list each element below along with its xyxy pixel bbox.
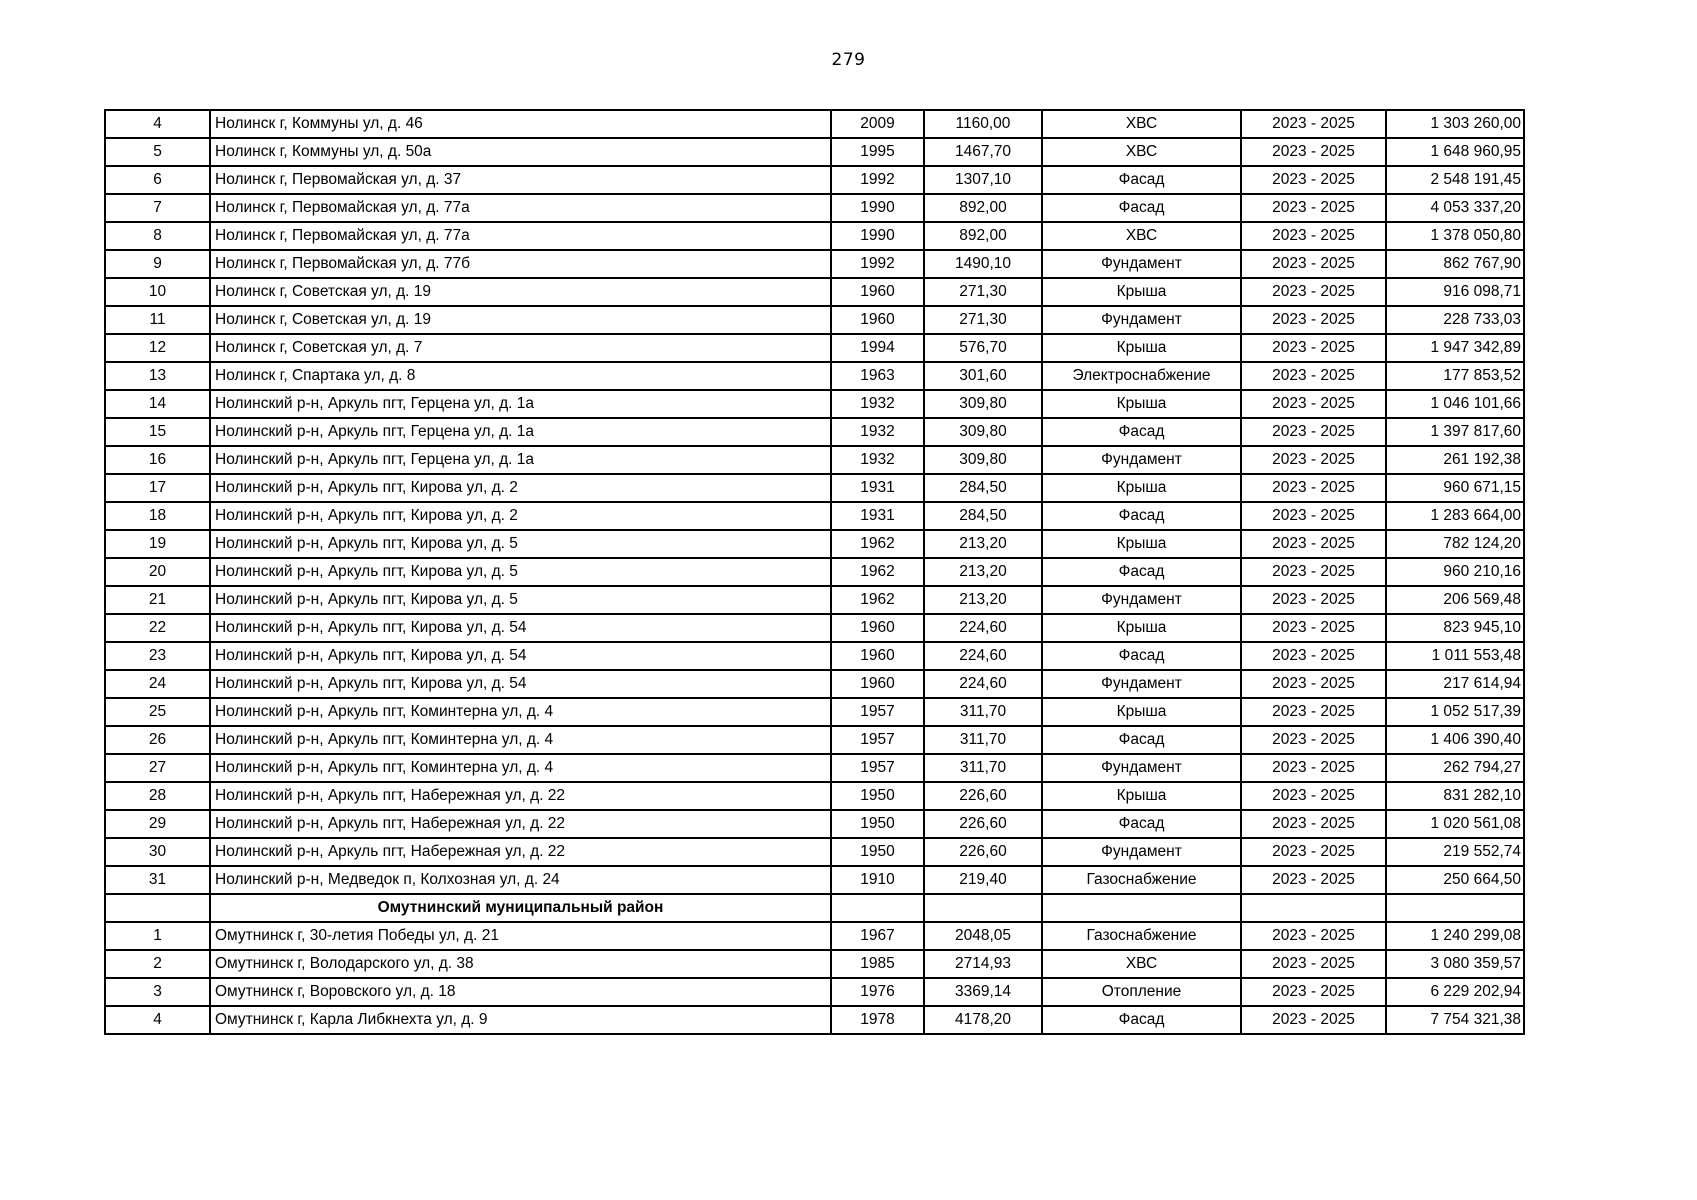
cell-year: 1960 (831, 614, 924, 642)
cell-work-type: Газоснабжение (1042, 866, 1241, 894)
cell-period: 2023 - 2025 (1241, 558, 1386, 586)
cell-area: 284,50 (924, 502, 1042, 530)
cell-period: 2023 - 2025 (1241, 614, 1386, 642)
section-title: Омутнинский муниципальный район (210, 894, 831, 922)
cell-year: 1931 (831, 502, 924, 530)
cell-number: 8 (105, 222, 210, 250)
cell-number: 29 (105, 810, 210, 838)
cell-year: 1950 (831, 810, 924, 838)
cell-cost: 219 552,74 (1386, 838, 1524, 866)
cell-period: 2023 - 2025 (1241, 502, 1386, 530)
cell-area: 576,70 (924, 334, 1042, 362)
cell-cost: 261 192,38 (1386, 446, 1524, 474)
table-row (105, 502, 1524, 530)
cell-number: 3 (105, 978, 210, 1006)
cell-work-type: Крыша (1042, 782, 1241, 810)
cell-period: 2023 - 2025 (1241, 950, 1386, 978)
empty-cell (1042, 894, 1241, 922)
cell-cost: 1 020 561,08 (1386, 810, 1524, 838)
cell-year: 1963 (831, 362, 924, 390)
cell-work-type: Фундамент (1042, 670, 1241, 698)
cell-area: 3369,14 (924, 978, 1042, 1006)
cell-period: 2023 - 2025 (1241, 586, 1386, 614)
empty-cell (924, 894, 1042, 922)
cell-area: 311,70 (924, 754, 1042, 782)
table-row (105, 586, 1524, 614)
table-row (105, 614, 1524, 642)
cell-year: 1995 (831, 138, 924, 166)
cell-period: 2023 - 2025 (1241, 838, 1386, 866)
cell-address: Нолинск г, Первомайская ул, д. 37 (210, 166, 831, 194)
cell-cost: 916 098,71 (1386, 278, 1524, 306)
table-row (105, 642, 1524, 670)
cell-address: Нолинский р-н, Аркуль пгт, Кирова ул, д. 2 (210, 502, 831, 530)
cell-address: Нолинский р-н, Аркуль пгт, Набережная ул, д. 22 (210, 782, 831, 810)
cell-address: Нолинский р-н, Аркуль пгт, Кирова ул, д. 54 (210, 614, 831, 642)
cell-number: 4 (105, 110, 210, 138)
cell-area: 892,00 (924, 194, 1042, 222)
cell-area: 2048,05 (924, 922, 1042, 950)
table-row (105, 222, 1524, 250)
cell-year: 1962 (831, 558, 924, 586)
table-row (105, 698, 1524, 726)
empty-cell (831, 894, 924, 922)
cell-address: Омутнинск г, Карла Либкнехта ул, д. 9 (210, 1006, 831, 1034)
cell-work-type: Фасад (1042, 642, 1241, 670)
cell-period: 2023 - 2025 (1241, 642, 1386, 670)
cell-period: 2023 - 2025 (1241, 726, 1386, 754)
cell-year: 1992 (831, 250, 924, 278)
cell-number: 23 (105, 642, 210, 670)
cell-work-type: Фасад (1042, 502, 1241, 530)
table-row (105, 1006, 1524, 1034)
cell-cost: 1 011 553,48 (1386, 642, 1524, 670)
cell-period: 2023 - 2025 (1241, 390, 1386, 418)
cell-number: 1 (105, 922, 210, 950)
cell-address: Нолинский р-н, Аркуль пгт, Кирова ул, д. 54 (210, 642, 831, 670)
cell-year: 1957 (831, 698, 924, 726)
cell-area: 213,20 (924, 586, 1042, 614)
table-row (105, 810, 1524, 838)
cell-area: 224,60 (924, 670, 1042, 698)
table-row (105, 558, 1524, 586)
cell-period: 2023 - 2025 (1241, 362, 1386, 390)
cell-address: Нолинск г, Советская ул, д. 19 (210, 278, 831, 306)
cell-work-type: Фасад (1042, 194, 1241, 222)
cell-cost: 4 053 337,20 (1386, 194, 1524, 222)
cell-area: 271,30 (924, 306, 1042, 334)
cell-address: Нолинск г, Коммуны ул, д. 46 (210, 110, 831, 138)
cell-period: 2023 - 2025 (1241, 474, 1386, 502)
cell-number: 16 (105, 446, 210, 474)
cell-number: 9 (105, 250, 210, 278)
cell-number: 25 (105, 698, 210, 726)
cell-year: 1950 (831, 782, 924, 810)
cell-work-type: Крыша (1042, 278, 1241, 306)
cell-work-type: Фасад (1042, 418, 1241, 446)
cell-number: 11 (105, 306, 210, 334)
cell-period: 2023 - 2025 (1241, 194, 1386, 222)
cell-address: Нолинский р-н, Аркуль пгт, Кирова ул, д. 5 (210, 530, 831, 558)
table-row (105, 782, 1524, 810)
cell-year: 1932 (831, 390, 924, 418)
cell-cost: 2 548 191,45 (1386, 166, 1524, 194)
table-row (105, 138, 1524, 166)
cell-address: Нолинск г, Коммуны ул, д. 50а (210, 138, 831, 166)
cell-work-type: Крыша (1042, 614, 1241, 642)
cell-year: 1990 (831, 222, 924, 250)
cell-area: 213,20 (924, 530, 1042, 558)
cell-period: 2023 - 2025 (1241, 418, 1386, 446)
cell-area: 1490,10 (924, 250, 1042, 278)
cell-number: 13 (105, 362, 210, 390)
table-row (105, 446, 1524, 474)
cell-number: 7 (105, 194, 210, 222)
table-row (105, 418, 1524, 446)
table-row (105, 670, 1524, 698)
cell-number (105, 894, 210, 922)
cell-cost: 1 052 517,39 (1386, 698, 1524, 726)
cell-work-type: Фасад (1042, 166, 1241, 194)
cell-address: Нолинский р-н, Аркуль пгт, Кирова ул, д. 5 (210, 586, 831, 614)
cell-area: 309,80 (924, 446, 1042, 474)
cell-number: 26 (105, 726, 210, 754)
cell-area: 311,70 (924, 698, 1042, 726)
cell-cost: 960 671,15 (1386, 474, 1524, 502)
cell-number: 17 (105, 474, 210, 502)
table-row (105, 390, 1524, 418)
cell-cost: 228 733,03 (1386, 306, 1524, 334)
cell-work-type: Фасад (1042, 810, 1241, 838)
cell-period: 2023 - 2025 (1241, 166, 1386, 194)
table-row (105, 866, 1524, 894)
table-row (105, 978, 1524, 1006)
empty-cell (1241, 894, 1386, 922)
cell-address: Нолинский р-н, Аркуль пгт, Коминтерна ул, д. 4 (210, 698, 831, 726)
table-row (105, 362, 1524, 390)
cell-cost: 6 229 202,94 (1386, 978, 1524, 1006)
cell-area: 284,50 (924, 474, 1042, 502)
cell-address: Нолинский р-н, Аркуль пгт, Герцена ул, д. 1а (210, 446, 831, 474)
cell-year: 1962 (831, 586, 924, 614)
cell-cost: 1 397 817,60 (1386, 418, 1524, 446)
cell-number: 18 (105, 502, 210, 530)
cell-address: Нолинский р-н, Аркуль пгт, Герцена ул, д. 1а (210, 418, 831, 446)
cell-period: 2023 - 2025 (1241, 754, 1386, 782)
cell-year: 1985 (831, 950, 924, 978)
cell-cost: 1 648 960,95 (1386, 138, 1524, 166)
cell-work-type: Фундамент (1042, 838, 1241, 866)
cell-work-type: Фундамент (1042, 306, 1241, 334)
table-row (105, 838, 1524, 866)
cell-work-type: Фундамент (1042, 250, 1241, 278)
table-body (105, 110, 1524, 1034)
cell-period: 2023 - 2025 (1241, 334, 1386, 362)
cell-address: Нолинский р-н, Аркуль пгт, Набережная ул, д. 22 (210, 810, 831, 838)
cell-work-type: Фасад (1042, 1006, 1241, 1034)
cell-work-type: ХВС (1042, 138, 1241, 166)
cell-period: 2023 - 2025 (1241, 782, 1386, 810)
cell-cost: 217 614,94 (1386, 670, 1524, 698)
cell-number: 30 (105, 838, 210, 866)
cell-cost: 862 767,90 (1386, 250, 1524, 278)
cell-cost: 262 794,27 (1386, 754, 1524, 782)
cell-area: 224,60 (924, 614, 1042, 642)
cell-cost: 1 046 101,66 (1386, 390, 1524, 418)
cell-cost: 823 945,10 (1386, 614, 1524, 642)
cell-work-type: Фасад (1042, 558, 1241, 586)
cell-year: 1992 (831, 166, 924, 194)
cell-area: 224,60 (924, 642, 1042, 670)
table-row (105, 334, 1524, 362)
cell-period: 2023 - 2025 (1241, 446, 1386, 474)
cell-cost: 3 080 359,57 (1386, 950, 1524, 978)
cell-address: Нолинский р-н, Медведок п, Колхозная ул, д. 24 (210, 866, 831, 894)
cell-number: 15 (105, 418, 210, 446)
cell-area: 226,60 (924, 838, 1042, 866)
cell-work-type: ХВС (1042, 222, 1241, 250)
table-row (105, 530, 1524, 558)
cell-area: 311,70 (924, 726, 1042, 754)
cell-year: 1990 (831, 194, 924, 222)
cell-area: 309,80 (924, 418, 1042, 446)
cell-work-type: Электроснабжение (1042, 362, 1241, 390)
cell-cost: 1 378 050,80 (1386, 222, 1524, 250)
cell-number: 14 (105, 390, 210, 418)
cell-number: 24 (105, 670, 210, 698)
cell-number: 4 (105, 1006, 210, 1034)
table-row (105, 250, 1524, 278)
cell-address: Нолинский р-н, Аркуль пгт, Коминтерна ул, д. 4 (210, 754, 831, 782)
cell-year: 1960 (831, 306, 924, 334)
cell-area: 1307,10 (924, 166, 1042, 194)
section-header-row (105, 894, 1524, 922)
cell-cost: 1 283 664,00 (1386, 502, 1524, 530)
cell-number: 12 (105, 334, 210, 362)
cell-work-type: Крыша (1042, 698, 1241, 726)
cell-address: Омутнинск г, Воровского ул, д. 18 (210, 978, 831, 1006)
table-row (105, 474, 1524, 502)
cell-cost: 960 210,16 (1386, 558, 1524, 586)
cell-address: Омутнинск г, 30-летия Победы ул, д. 21 (210, 922, 831, 950)
cell-period: 2023 - 2025 (1241, 110, 1386, 138)
cell-year: 1962 (831, 530, 924, 558)
cell-period: 2023 - 2025 (1241, 222, 1386, 250)
cell-work-type: Фундамент (1042, 446, 1241, 474)
cell-period: 2023 - 2025 (1241, 530, 1386, 558)
table-row (105, 950, 1524, 978)
cell-address: Нолинск г, Первомайская ул, д. 77а (210, 222, 831, 250)
cell-year: 1967 (831, 922, 924, 950)
cell-area: 226,60 (924, 782, 1042, 810)
cell-year: 1960 (831, 642, 924, 670)
cell-year: 1932 (831, 418, 924, 446)
cell-work-type: Отопление (1042, 978, 1241, 1006)
cell-area: 226,60 (924, 810, 1042, 838)
cell-period: 2023 - 2025 (1241, 866, 1386, 894)
cell-number: 6 (105, 166, 210, 194)
cell-period: 2023 - 2025 (1241, 670, 1386, 698)
cell-work-type: Фундамент (1042, 754, 1241, 782)
cell-cost: 7 754 321,38 (1386, 1006, 1524, 1034)
cell-work-type: ХВС (1042, 950, 1241, 978)
cell-work-type: Фундамент (1042, 586, 1241, 614)
table-row (105, 922, 1524, 950)
cell-area: 1467,70 (924, 138, 1042, 166)
cell-area: 213,20 (924, 558, 1042, 586)
cell-number: 20 (105, 558, 210, 586)
table-row (105, 166, 1524, 194)
cell-area: 219,40 (924, 866, 1042, 894)
cell-cost: 250 664,50 (1386, 866, 1524, 894)
cell-period: 2023 - 2025 (1241, 306, 1386, 334)
cell-work-type: Газоснабжение (1042, 922, 1241, 950)
cell-number: 22 (105, 614, 210, 642)
cell-year: 1957 (831, 726, 924, 754)
cell-address: Нолинск г, Первомайская ул, д. 77а (210, 194, 831, 222)
cell-year: 1931 (831, 474, 924, 502)
cell-address: Омутнинск г, Володарского ул, д. 38 (210, 950, 831, 978)
cell-area: 2714,93 (924, 950, 1042, 978)
cell-number: 31 (105, 866, 210, 894)
cell-work-type: Крыша (1042, 334, 1241, 362)
cell-address: Нолинский р-н, Аркуль пгт, Коминтерна ул, д. 4 (210, 726, 831, 754)
cell-year: 1957 (831, 754, 924, 782)
repair-schedule-table (104, 109, 1525, 1035)
cell-year: 1910 (831, 866, 924, 894)
cell-year: 1950 (831, 838, 924, 866)
cell-year: 1960 (831, 670, 924, 698)
cell-address: Нолинский р-н, Аркуль пгт, Кирова ул, д. 54 (210, 670, 831, 698)
cell-year: 1994 (831, 334, 924, 362)
cell-address: Нолинский р-н, Аркуль пгт, Кирова ул, д. 2 (210, 474, 831, 502)
cell-number: 10 (105, 278, 210, 306)
cell-year: 1978 (831, 1006, 924, 1034)
empty-cell (1386, 894, 1524, 922)
table-row (105, 278, 1524, 306)
cell-address: Нолинский р-н, Аркуль пгт, Набережная ул, д. 22 (210, 838, 831, 866)
cell-period: 2023 - 2025 (1241, 698, 1386, 726)
cell-cost: 782 124,20 (1386, 530, 1524, 558)
cell-period: 2023 - 2025 (1241, 250, 1386, 278)
cell-number: 5 (105, 138, 210, 166)
cell-address: Нолинский р-н, Аркуль пгт, Герцена ул, д. 1а (210, 390, 831, 418)
cell-area: 309,80 (924, 390, 1042, 418)
cell-period: 2023 - 2025 (1241, 1006, 1386, 1034)
cell-number: 2 (105, 950, 210, 978)
cell-year: 2009 (831, 110, 924, 138)
table-row (105, 306, 1524, 334)
cell-number: 21 (105, 586, 210, 614)
cell-work-type: Крыша (1042, 390, 1241, 418)
cell-period: 2023 - 2025 (1241, 978, 1386, 1006)
cell-work-type: ХВС (1042, 110, 1241, 138)
table-row (105, 110, 1524, 138)
cell-cost: 1 947 342,89 (1386, 334, 1524, 362)
cell-address: Нолинск г, Спартака ул, д. 8 (210, 362, 831, 390)
cell-year: 1932 (831, 446, 924, 474)
cell-area: 4178,20 (924, 1006, 1042, 1034)
cell-address: Нолинский р-н, Аркуль пгт, Кирова ул, д. 5 (210, 558, 831, 586)
cell-address: Нолинск г, Первомайская ул, д. 77б (210, 250, 831, 278)
cell-period: 2023 - 2025 (1241, 922, 1386, 950)
cell-period: 2023 - 2025 (1241, 278, 1386, 306)
cell-work-type: Крыша (1042, 530, 1241, 558)
cell-cost: 1 240 299,08 (1386, 922, 1524, 950)
cell-cost: 1 303 260,00 (1386, 110, 1524, 138)
cell-number: 27 (105, 754, 210, 782)
cell-number: 19 (105, 530, 210, 558)
cell-area: 271,30 (924, 278, 1042, 306)
cell-number: 28 (105, 782, 210, 810)
cell-address: Нолинск г, Советская ул, д. 7 (210, 334, 831, 362)
cell-area: 892,00 (924, 222, 1042, 250)
cell-year: 1960 (831, 278, 924, 306)
cell-period: 2023 - 2025 (1241, 138, 1386, 166)
table-row (105, 726, 1524, 754)
cell-address: Нолинск г, Советская ул, д. 19 (210, 306, 831, 334)
cell-work-type: Крыша (1042, 474, 1241, 502)
table-row (105, 754, 1524, 782)
cell-cost: 831 282,10 (1386, 782, 1524, 810)
cell-work-type: Фасад (1042, 726, 1241, 754)
table-row (105, 194, 1524, 222)
cell-cost: 177 853,52 (1386, 362, 1524, 390)
cell-area: 301,60 (924, 362, 1042, 390)
cell-cost: 1 406 390,40 (1386, 726, 1524, 754)
cell-year: 1976 (831, 978, 924, 1006)
cell-area: 1160,00 (924, 110, 1042, 138)
cell-period: 2023 - 2025 (1241, 810, 1386, 838)
page-number: 279 (831, 50, 866, 70)
cell-cost: 206 569,48 (1386, 586, 1524, 614)
